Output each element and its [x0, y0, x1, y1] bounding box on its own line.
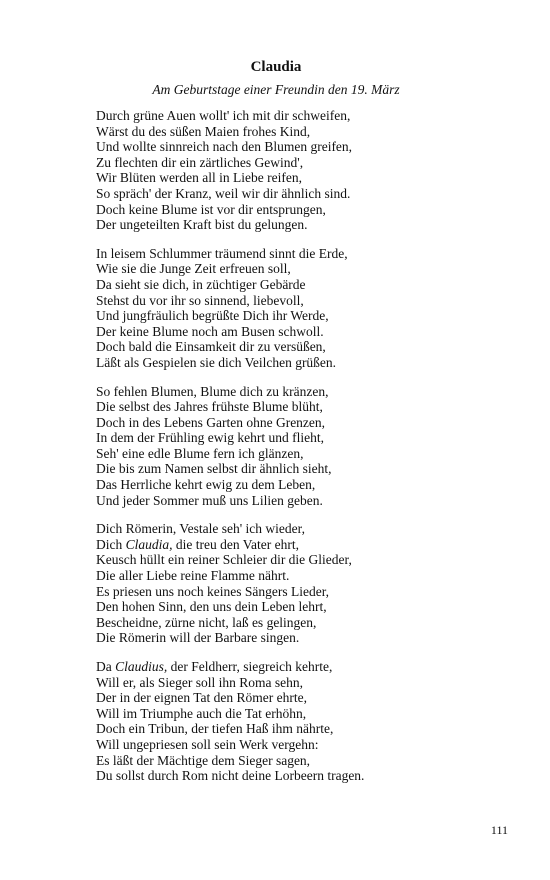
stanza-2 [96, 246, 476, 371]
verse-line [96, 659, 476, 675]
verse-emphasis: Claudia, [125, 536, 173, 552]
verse-line: Läßt als Gespielen sie dich Veilchen grüßen. [96, 354, 337, 370]
verse-text: Dich [96, 536, 126, 552]
verse-line: Doch ein Tribun, der tiefen Haß ihm nährte, [96, 721, 334, 737]
verse-line: Der ungeteilten Kraft bist du gelungen. [96, 217, 308, 233]
verse-line: Und jeder Sommer muß uns Lilien geben. [96, 492, 323, 508]
verse-line: Doch in des Lebens Garten ohne Grenzen, [96, 414, 326, 430]
verse-line: Stehst du vor ihr so sinnend, liebevoll, [96, 292, 304, 308]
verse-line: Und wollte sinnreich nach den Blumen greifen, [96, 139, 353, 155]
page-number: 111 [490, 823, 508, 837]
verse-line: Wie sie die Junge Zeit erfreuen soll, [96, 261, 291, 277]
verse-line: So spräch' der Kranz, weil wir dir ähnlich sind. [96, 185, 351, 201]
verse-line: Will ungepriesen soll sein Werk vergehn: [96, 736, 319, 752]
verse-line: Die selbst des Jahres frühste Blume blüht, [96, 399, 323, 415]
verse-line: Da sieht sie dich, in züchtiger Gebärde [96, 276, 306, 292]
stanza-3 [96, 384, 476, 509]
verse-line: Das Herrliche kehrt ewig zu dem Leben, [96, 477, 316, 493]
verse-line: Durch grüne Auen wollt' ich mit dir schweifen, [96, 108, 351, 123]
verse-line: Doch bald die Einsamkeit dir zu versüßen, [96, 339, 326, 355]
poem-title: Claudia [250, 59, 302, 75]
verse-line: Die Römerin will der Barbare singen. [96, 630, 300, 646]
verse-line: Will im Triumphe auch die Tat erhöhn, [96, 705, 307, 721]
verse-line: Doch keine Blume ist vor dir entsprungen, [96, 201, 326, 217]
verse-line: In leisem Schlummer träumend sinnt die Erde, [96, 245, 348, 261]
verse-line: Es priesen uns noch keines Sängers Lieder, [96, 583, 330, 599]
verse-line: So fehlen Blumen, Blume dich zu kränzen, [96, 383, 329, 399]
verse-text: der Feldherr, siegreich kehrte, [167, 659, 333, 674]
verse-line: Und jungfräulich begrüßte Dich ihr Werde, [96, 308, 329, 324]
verse-line: Die bis zum Namen selbst dir ähnlich sieht, [96, 461, 332, 477]
verse-emphasis: Claudius, [115, 659, 168, 674]
verse-line: Du sollst durch Rom nicht deine Lorbeern tragen. [96, 768, 365, 784]
poem-body [96, 108, 476, 797]
verse-line: Der in der eignen Tat den Römer ehrte, [96, 690, 307, 706]
verse-line: Die aller Liebe reine Flamme nährt. [96, 568, 290, 584]
verse-text: die treu den Vater ehrt, [172, 536, 299, 552]
verse-line: Es läßt der Mächtige dem Sieger sagen, [96, 752, 311, 768]
verse-line: Zu flechten dir ein zärtliches Gewind', [96, 154, 304, 170]
verse-line: Keusch hüllt ein reiner Schleier dir die Glieder, [96, 552, 352, 568]
stanza-1 [96, 108, 476, 233]
stanza-4 [96, 521, 476, 646]
verse-line: Der keine Blume noch am Busen schwoll. [96, 323, 324, 339]
stanza-5 [96, 659, 476, 784]
verse-line: Den hohen Sinn, den uns dein Leben lehrt, [96, 599, 327, 615]
verse-line: Wärst du des süßen Maien frohes Kind, [96, 123, 311, 139]
verse-text: Da [96, 659, 116, 674]
verse-line [96, 537, 476, 553]
verse-line: Will er, als Sieger soll ihn Roma sehn, [96, 674, 304, 690]
poem-subtitle: Am Geburtstage einer Freundin den 19. März [152, 82, 400, 97]
verse-line: Bescheidne, zürne nicht, laß es gelingen, [96, 614, 317, 630]
verse-line: Wir Blüten werden all in Liebe reifen, [96, 170, 303, 186]
verse-line: Seh' eine edle Blume fern ich glänzen, [96, 445, 304, 461]
verse-line: In dem der Frühling ewig kehrt und flieht, [96, 430, 324, 446]
verse-line: Dich Römerin, Vestale seh' ich wieder, [96, 521, 305, 537]
